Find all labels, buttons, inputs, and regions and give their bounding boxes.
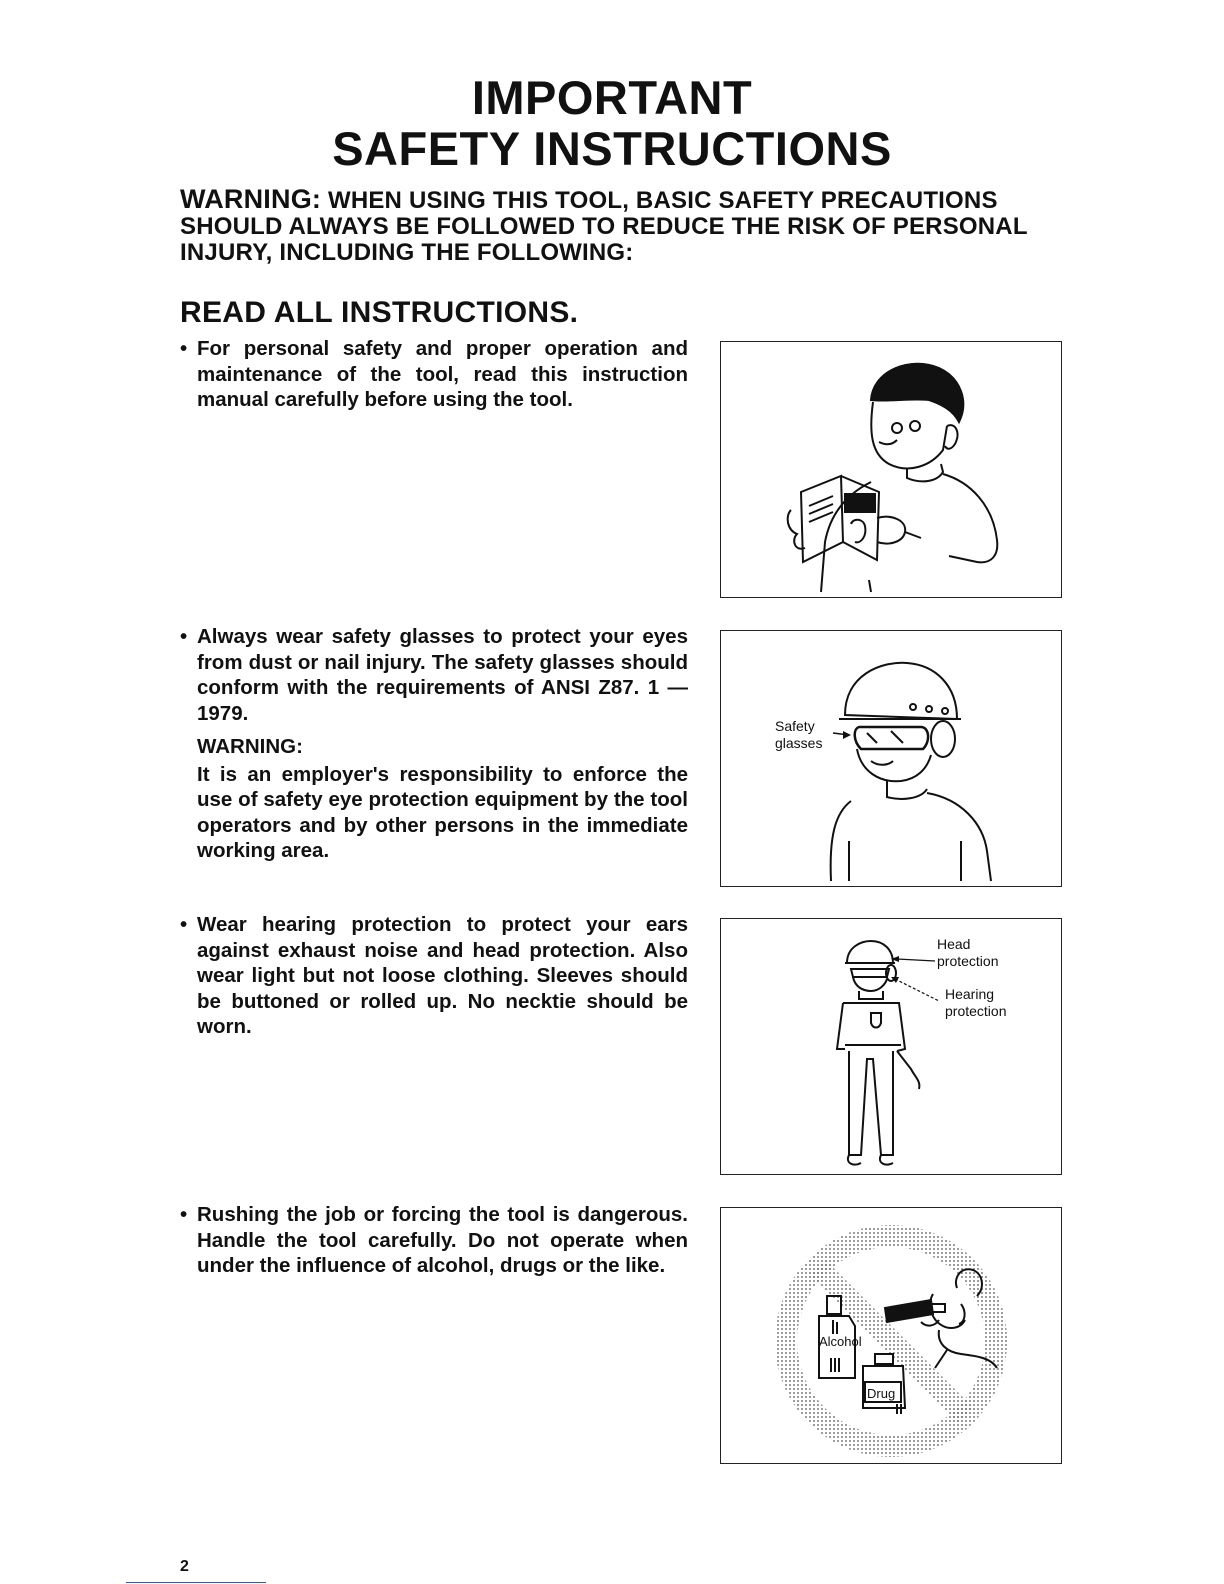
employer-warning-label: WARNING: (197, 735, 303, 758)
bullet-icon: • (180, 337, 188, 360)
label-safety: Safety (775, 718, 815, 734)
footer-rule (126, 1582, 266, 1583)
instruction-text: Always wear safety glasses to protect your eyes from dust or nail injury. The safety glasses should conform with the requirements of ANSI Z87. 1 — 1979. (197, 625, 688, 725)
label-protection: protection (937, 953, 999, 969)
page-number: 2 (180, 1558, 189, 1575)
instruction-item-4 (180, 1202, 688, 1279)
warning-lead: WARNING: (180, 184, 322, 214)
instruction-text: For personal safety and proper operation and maintenance of the tool, read this instruction manual carefully before using the tool. (197, 337, 688, 411)
illustration-person-with-safety-glasses (720, 630, 1062, 887)
instruction-item-3 (180, 912, 688, 1040)
label-protection: protection (945, 1003, 1007, 1019)
bullet-icon: • (180, 1203, 188, 1226)
bullet-icon: • (180, 625, 188, 648)
label-head: Head (937, 936, 971, 952)
label-hearing: Hearing (945, 986, 995, 1002)
illustration-person-with-head-and-hearing-protection (720, 918, 1062, 1175)
page-title-line-1: IMPORTANT (471, 71, 753, 124)
illustration-no-alcohol-drugs-sign (720, 1207, 1062, 1464)
instruction-item-1 (180, 336, 688, 413)
illustration-person-reading-manual (720, 341, 1062, 598)
employer-warning-text: It is an employer's responsibility to enforce the use of safety eye protection equipment by the tool operators and by other persons in the immediate working area. (197, 762, 688, 862)
label-alcohol: Alcohol (819, 1334, 862, 1349)
instruction-text: Wear hearing protection to protect your ears against exhaust noise and head protection. Also wear light but not loose clothing. Sleeves should be buttoned or rolled up. No necktie should be worn. (197, 913, 688, 1038)
warning-text: WHEN USING THIS TOOL, BASIC SAFETY PRECAUTIONS SHOULD ALWAYS BE FOLLOWED TO REDUCE THE RISK OF PERSONAL INJURY, INCLUDING THE FOLLOWING: (180, 187, 1028, 266)
instruction-text: Rushing the job or forcing the tool is dangerous. Handle the tool carefully. Do not operate when under the influence of alcohol, drugs or the like. (197, 1203, 688, 1277)
read-all-instructions-heading: READ ALL INSTRUCTIONS. (180, 296, 579, 329)
bullet-icon: • (180, 913, 188, 936)
instruction-item-2 (180, 624, 688, 864)
label-drug: Drug (867, 1386, 896, 1401)
warning-statement (180, 186, 1070, 266)
page-title-line-2: SAFETY INSTRUCTIONS (332, 122, 892, 175)
label-glasses: glasses (775, 735, 823, 751)
